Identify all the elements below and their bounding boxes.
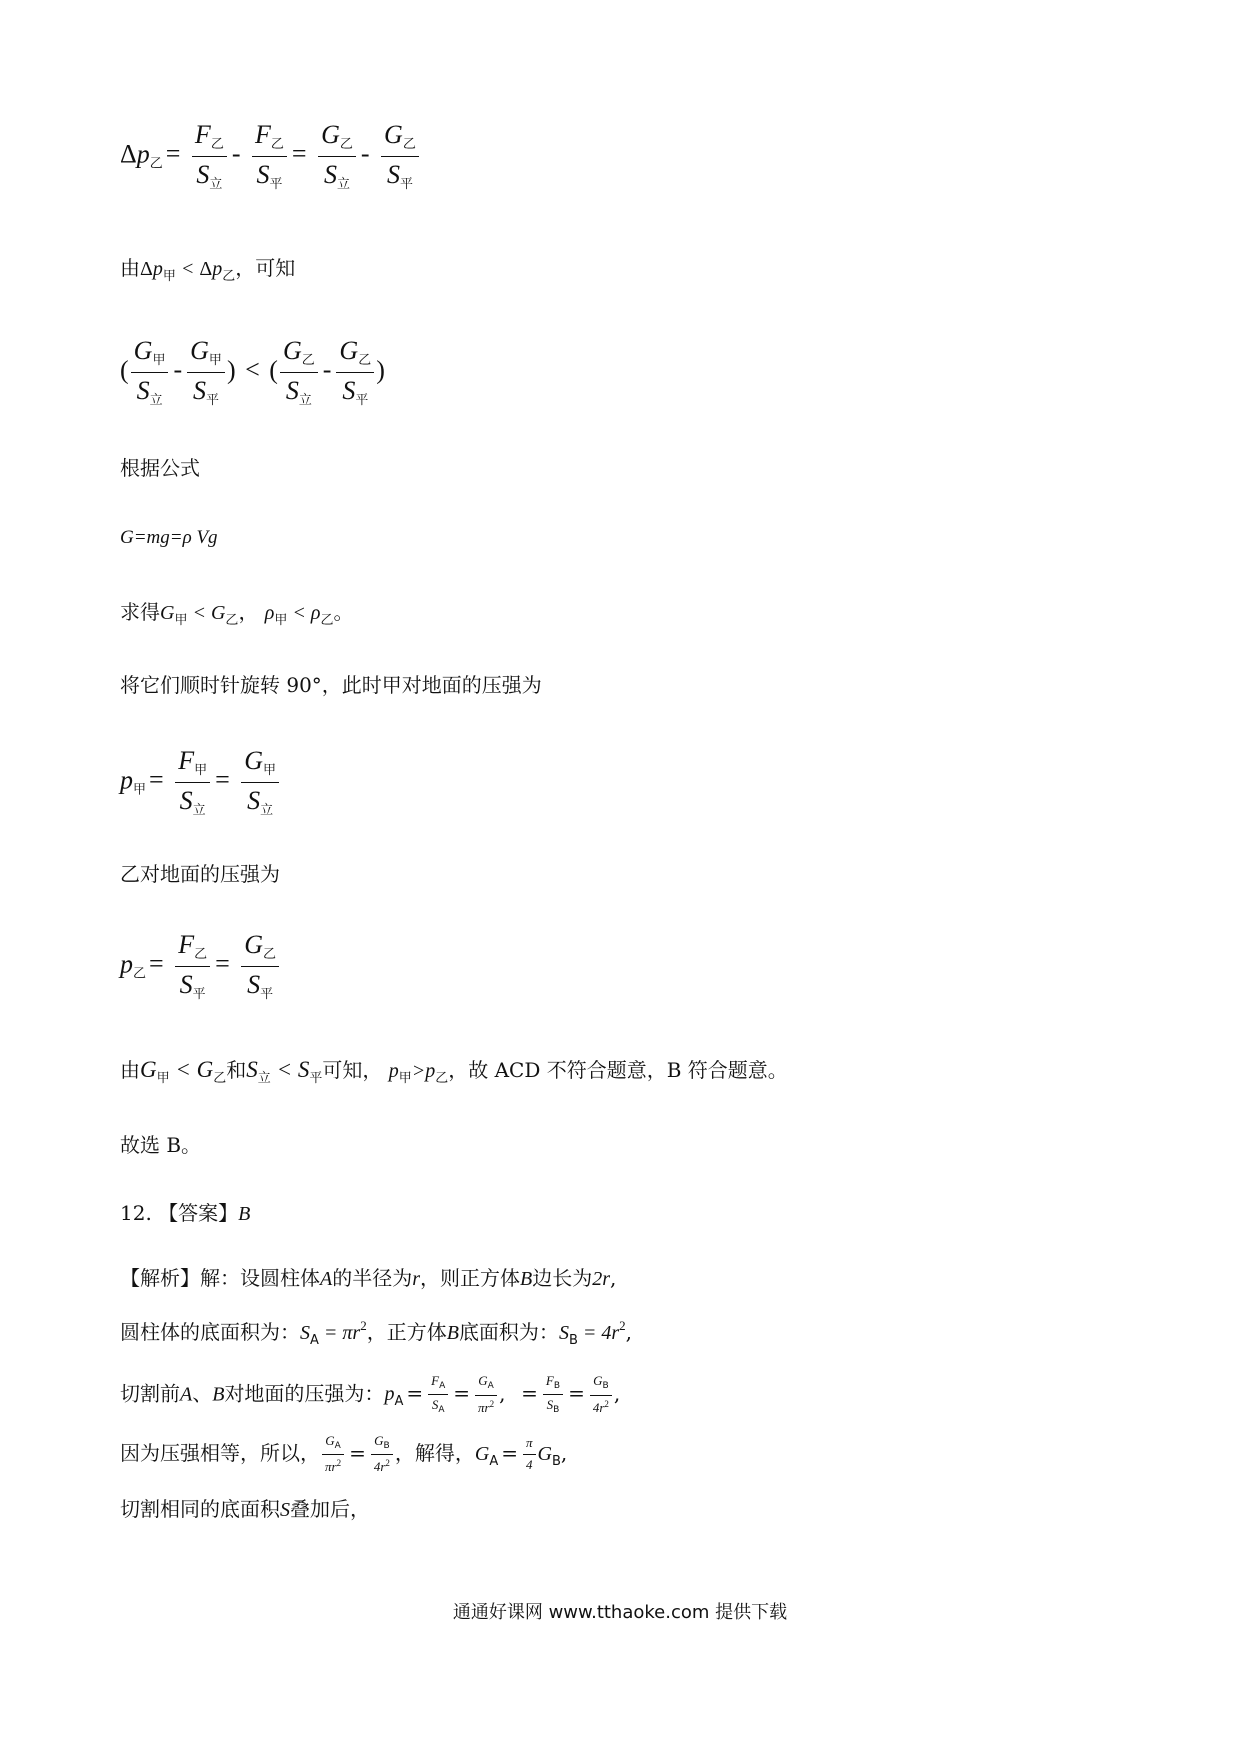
equation-inequality: ( $\frac{G_甲}{S_立}$ - $\frac{G_甲}{S_平}$ ) < ( $\frac{G_乙}{S_立}$ - $\frac{G_乙}{S_平}$ ) xyxy=(120,336,385,408)
analysis-line-5: 切割相同的底面积S叠加后， xyxy=(120,1497,370,1521)
analysis-line-2: 圆柱体的底面积为：$S_A = \pi r^2$，正方体B底面积为：$S_B = 4r^2$, xyxy=(120,1318,632,1348)
text-line-choice: 故选 B。 xyxy=(120,1133,202,1157)
equation-gravity: G=mg=ρ Vg xyxy=(120,527,218,548)
equation-delta-p-yi: $\Delta p_乙$ = $\frac{F_乙}{S_立}$ - $\frac{F_乙}{S_平}$ = $\frac{G_乙}{S_立}$ - $\frac{G_乙}{S_平}$ xyxy=(120,120,421,193)
analysis-line-3: 切割前A、B对地面的压强为：$p_A$ = $\frac{F_A}{S_A}$ = $\frac{G_A}{\pi r^2}$ , = $\frac{F_B}{S_B}$ = $\frac{G_B}{4r^2}$ , xyxy=(120,1373,621,1416)
analysis-line-1: 【解析】解：设圆柱体A的半径为r，则正方体B边长为2r, xyxy=(120,1266,617,1290)
equation-p-jia: $p_甲$ = $\frac{F_甲}{S_立}$ = $\frac{G_甲}{S_立}$ xyxy=(120,746,281,819)
text-line-rotate: 将它们顺时针旋转 90°，此时甲对地面的压强为 xyxy=(120,673,542,697)
question-12-answer: 12. 【答案】B xyxy=(120,1201,251,1225)
analysis-line-4: 因为压强相等，所以， $\frac{G_A}{\pi r^2}$ = $\frac{G_B}{4r^2}$ ，解得，$G_A$ = $\frac{\pi}{4}$ $G_B$, xyxy=(120,1433,568,1475)
text-line-yi-pressure: 乙对地面的压强为 xyxy=(120,862,280,886)
page-footer: 通通好课网 www.tthaoke.com 提供下载 xyxy=(452,1602,788,1623)
text-line-result: 求得$G_甲 < G_乙$， $\rho_甲 < \rho_乙$。 xyxy=(120,600,354,628)
text-line-conclusion: 由$G_甲 < G_乙$和$S_立 < S_平$可知， $p_甲>p_乙$，故 ACD 不符合题意，B 符合题意。 xyxy=(120,1057,788,1086)
text-line-formula-intro: 根据公式 xyxy=(120,456,200,480)
equation-p-yi: $p_乙$ = $\frac{F_乙}{S_平}$ = $\frac{G_乙}{S_平}$ xyxy=(120,930,281,1003)
text-line-given: 由$\Delta p_甲 < \Delta p_乙$，可知 xyxy=(120,256,296,284)
